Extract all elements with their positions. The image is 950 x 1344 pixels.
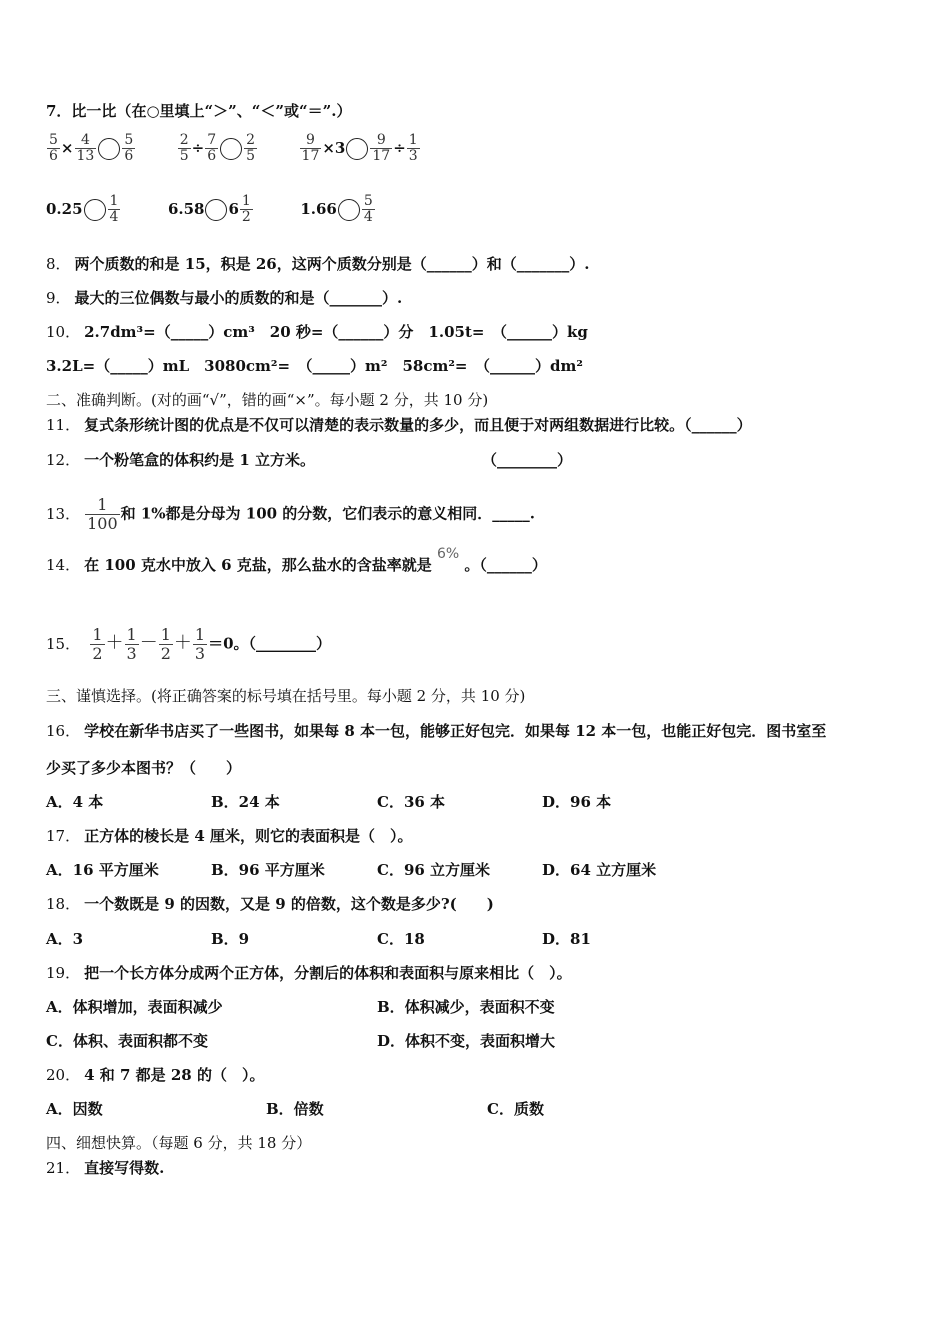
decimal: 1.66 — [300, 199, 337, 218]
whole-number: 6 — [228, 199, 239, 218]
answer-circle[interactable] — [205, 199, 227, 221]
answer-circle[interactable] — [98, 138, 120, 160]
q7-row2 — [46, 194, 376, 225]
q19: 19． 把一个长方体分成两个正方体，分割后的体积和表面积与原来相比（ ）。 — [46, 964, 572, 982]
q9: 9． 最大的三位偶数与最小的质数的和是（_______）. — [46, 289, 403, 307]
q7-row2-item3 — [300, 193, 375, 225]
q11: 11． 复式条形统计图的优点是不仅可以清楚的表示数量的多少，而且便于对两组数据进行比较。（______） — [46, 416, 752, 434]
operator: × — [60, 138, 74, 157]
q16-option-d[interactable]: D．96 本 — [542, 793, 612, 811]
section3-title: 三、谨慎选择。(将正确答案的标号填在括号里。每小题 2 分，共 10 分) — [46, 687, 526, 705]
plus-sign: ＋ — [173, 632, 192, 654]
q19-option-d[interactable]: D．体积不变，表面积增大 — [377, 1032, 556, 1050]
q18-option-b[interactable]: B．9 — [211, 930, 250, 948]
q7-row1 — [46, 133, 421, 164]
q20: 20． 4 和 7 都是 28 的（ ）。 — [46, 1066, 265, 1084]
q20-option-b[interactable]: B．倍数 — [266, 1100, 324, 1118]
fraction: $\frac{9}{17}$ — [301, 132, 320, 164]
q19-option-a[interactable]: A．体积增加，表面积减少 — [46, 998, 223, 1016]
fraction: $\frac{1}{3}$ — [194, 625, 206, 663]
q12: 12． 一个粉笔盒的体积约是 1 立方米。 — [46, 451, 315, 469]
q16-line2: 少买了多少本图书？（ ） — [46, 759, 242, 777]
operator: ÷ — [191, 138, 205, 157]
q18: 18． 一个数既是 9 的因数，又是 9 的倍数，这个数是多少?( ) — [46, 895, 494, 913]
answer-circle[interactable] — [84, 199, 106, 221]
fraction: $\frac{1}{100}$ — [87, 495, 118, 533]
q19-option-c[interactable]: C．体积、表面积都不变 — [46, 1032, 208, 1050]
fraction: $\frac{4}{13}$ — [76, 132, 95, 164]
q17-option-a[interactable]: A．16 平方厘米 — [46, 861, 159, 879]
q19-option-b[interactable]: B．体积减少，表面积不变 — [377, 998, 555, 1016]
percent-value: 6% — [436, 546, 460, 562]
q18-option-a[interactable]: A．3 — [46, 930, 84, 948]
q8: 8． 两个质数的和是 15，积是 26，这两个质数分别是（______）和（_______）. — [46, 255, 590, 273]
minus-sign: － — [139, 632, 158, 654]
q10-line2: 3.2L=（_____）mL 3080cm²= （_____）m² 58cm²= （______）dm² — [46, 357, 583, 375]
fraction: $\frac{2}{5}$ — [179, 132, 189, 164]
fraction: $\frac{5}{6}$ — [49, 132, 58, 164]
q16-option-a[interactable]: A．4 本 — [46, 793, 104, 811]
q16-option-c[interactable]: C．36 本 — [377, 793, 446, 811]
q13: 13． $\frac{1}{100}$ 和 1%都是分母为 100 的分数，它们表示的意义相同．_____. — [46, 495, 536, 533]
fraction: $\frac{5}{4}$ — [363, 193, 373, 225]
section2-title: 二、准确判断。(对的画“√”，错的画“×”。每小题 2 分，共 10 分) — [46, 391, 489, 409]
q20-option-c[interactable]: C．质数 — [487, 1100, 544, 1118]
decimal: 0.25 — [46, 199, 83, 218]
answer-circle[interactable] — [220, 138, 242, 160]
operator: ÷ — [393, 138, 406, 157]
q17-option-d[interactable]: D．64 立方厘米 — [542, 861, 657, 879]
q7-item3 — [299, 132, 421, 164]
q12-blank: （________） — [482, 451, 573, 469]
fraction: $\frac{7}{6}$ — [207, 132, 217, 164]
fraction: $\frac{1}{3}$ — [126, 625, 137, 663]
fraction: $\frac{1}{2}$ — [160, 625, 171, 663]
q16-line1: 16． 学校在新华书店买了一些图书，如果每 8 本一包，能够正好包完．如果每 12 本一包，也能正好包完．图书室至 — [46, 722, 827, 740]
fraction: $\frac{1}{3}$ — [408, 132, 418, 164]
q17: 17． 正方体的棱长是 4 厘米，则它的表面积是（ ）。 — [46, 827, 413, 845]
fraction: $\frac{2}{5}$ — [246, 132, 256, 164]
q21: 21． 直接写得数. — [46, 1159, 165, 1177]
q7-row2-item1 — [46, 193, 127, 225]
q17-option-b[interactable]: B．96 平方厘米 — [211, 861, 325, 879]
q20-option-a[interactable]: A．因数 — [46, 1100, 103, 1118]
q7-prompt: 7．比一比（在○里填上“＞”、“＜”或“＝”.） — [46, 102, 352, 120]
answer-circle[interactable] — [338, 199, 360, 221]
answer-circle[interactable] — [346, 138, 368, 160]
q18-option-d[interactable]: D．81 — [542, 930, 591, 948]
fraction: $\frac{9}{17}$ — [372, 132, 391, 164]
q7-item1 — [46, 132, 141, 164]
fraction: $\frac{5}{6}$ — [124, 132, 134, 164]
fraction: $\frac{1}{4}$ — [109, 193, 119, 225]
fraction: $\frac{1}{2}$ — [241, 193, 251, 225]
q14: 14． 在 100 克水中放入 6 克盐，那么盐水的含盐率就是 6% 。（______） — [46, 546, 547, 574]
fraction: $\frac{1}{2}$ — [92, 625, 103, 663]
q7-item2 — [177, 132, 264, 164]
plus-sign: ＋ — [105, 632, 124, 654]
section4-title: 四、细想快算。（每题 6 分，共 18 分） — [46, 1134, 312, 1152]
q10-line1: 10． 2.7dm³=（_____）cm³ 20 秒=（______）分 1.05t= （______）kg — [46, 323, 588, 341]
q18-option-c[interactable]: C．18 — [377, 930, 425, 948]
q15: 15． $\frac{1}{2}$ ＋ $\frac{1}{3}$ － $\frac{1}{2}$ ＋ $\frac{1}{3}$ ＝0。（________） — [46, 625, 332, 663]
q7-row2-item2 — [167, 193, 259, 225]
decimal: 6.58 — [167, 199, 205, 218]
operator: ×3 — [322, 138, 346, 157]
q17-option-c[interactable]: C．96 立方厘米 — [377, 861, 491, 879]
q16-option-b[interactable]: B．24 本 — [211, 793, 280, 811]
